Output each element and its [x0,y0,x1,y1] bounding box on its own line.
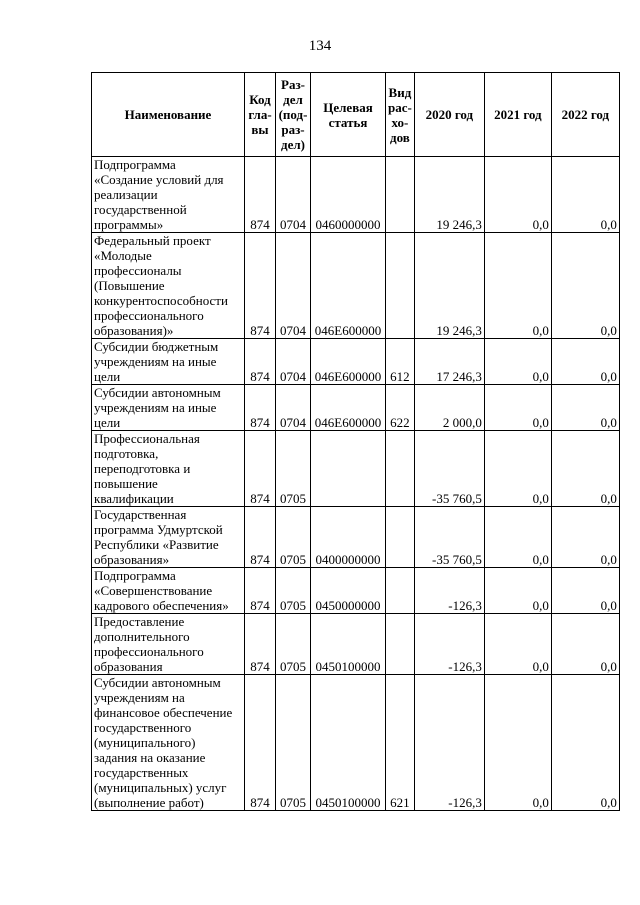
budget-table [91,72,620,811]
table-row [92,385,620,431]
table-row [92,233,620,339]
row-2020: -35 760,5 [414,431,484,507]
row-2020: -126,3 [414,675,484,811]
row-2022: 0,0 [551,675,619,811]
row-vid [386,507,415,568]
row-name-line: Субсидии бюджетным [94,339,219,354]
header-2021: 2021 год [484,73,551,157]
row-kod: 874 [245,339,276,385]
row-name-line: Федеральный проект [94,233,211,248]
row-name [92,385,245,431]
row-vid [386,233,415,339]
row-name-line: цели [94,369,121,384]
row-razdel: 0705 [276,431,311,507]
row-name-line: квалификации [94,491,174,506]
row-2022: 0,0 [551,339,619,385]
row-2021: 0,0 [484,614,551,675]
row-name-line: программа Удмуртской [94,522,223,537]
row-statya [311,431,386,507]
row-statya: 046E600000 [311,233,386,339]
row-kod: 874 [245,431,276,507]
row-name-line: государственной [94,202,187,217]
row-2022: 0,0 [551,507,619,568]
row-statya: 0450000000 [311,568,386,614]
row-2021: 0,0 [484,568,551,614]
row-vid [386,568,415,614]
table-row [92,507,620,568]
header-kod: Код гла- вы [245,73,276,157]
row-name-line: (выполнение работ) [94,795,204,810]
header-statya: Целевая статья [311,73,386,157]
row-name [92,675,245,811]
row-name-line: программы» [94,217,164,232]
row-name-line: Подпрограмма [94,568,176,583]
row-name [92,614,245,675]
row-name-line: Подпрограмма [94,157,176,172]
row-vid [386,431,415,507]
row-statya: 046E600000 [311,385,386,431]
row-name-line: конкурентоспособности [94,293,228,308]
row-kod: 874 [245,233,276,339]
row-razdel: 0704 [276,385,311,431]
row-2021: 0,0 [484,431,551,507]
row-razdel: 0705 [276,614,311,675]
row-2021: 0,0 [484,675,551,811]
row-name-line: повышение [94,476,158,491]
table-row [92,339,620,385]
row-name-line: Субсидии автономным [94,675,221,690]
row-name-line: финансовое обеспечение [94,705,233,720]
row-2022: 0,0 [551,233,619,339]
row-2021: 0,0 [484,157,551,233]
row-2020: -35 760,5 [414,507,484,568]
row-name-line: переподготовка и [94,461,191,476]
row-name [92,339,245,385]
header-row [92,73,620,157]
row-2022: 0,0 [551,385,619,431]
row-vid: 622 [386,385,415,431]
row-name-line: профессионального [94,644,204,659]
row-name-line: профессионального [94,308,204,323]
row-kod: 874 [245,568,276,614]
table-row [92,614,620,675]
row-name-line: цели [94,415,121,430]
row-statya: 0450100000 [311,614,386,675]
row-razdel: 0704 [276,233,311,339]
row-name [92,568,245,614]
row-kod: 874 [245,157,276,233]
table-row [92,675,620,811]
row-statya: 0400000000 [311,507,386,568]
row-2022: 0,0 [551,568,619,614]
row-name-line: реализации [94,187,158,202]
row-name-line: образования)» [94,323,174,338]
row-2021: 0,0 [484,385,551,431]
row-kod: 874 [245,507,276,568]
row-name [92,431,245,507]
row-name-line: (Повышение [94,278,165,293]
row-name-line: Государственная [94,507,187,522]
header-razdel: Раз- дел (под- раз- дел) [276,73,311,157]
row-2020: 19 246,3 [414,157,484,233]
header-name: Наименование [92,73,245,157]
row-2021: 0,0 [484,233,551,339]
row-name-line: «Молодые [94,248,152,263]
row-vid [386,614,415,675]
row-name [92,507,245,568]
row-razdel: 0705 [276,675,311,811]
row-name-line: «Совершенствование [94,583,213,598]
row-kod: 874 [245,385,276,431]
row-vid: 612 [386,339,415,385]
row-name [92,233,245,339]
row-2020: 17 246,3 [414,339,484,385]
row-name-line: государственного [94,720,192,735]
row-kod: 874 [245,675,276,811]
row-2022: 0,0 [551,431,619,507]
row-razdel: 0704 [276,157,311,233]
row-name-line: учреждениям на [94,690,185,705]
row-razdel: 0705 [276,568,311,614]
row-statya: 0450100000 [311,675,386,811]
row-2022: 0,0 [551,614,619,675]
row-name-line: образования» [94,552,170,567]
row-name-line: (муниципальных) услуг [94,780,227,795]
row-name-line: кадрового обеспечения» [94,598,229,613]
row-name-line: образования [94,659,163,674]
row-2020: -126,3 [414,568,484,614]
row-2020: 19 246,3 [414,233,484,339]
table-row [92,157,620,233]
row-name-line: подготовка, [94,446,159,461]
row-name-line: дополнительного [94,629,190,644]
row-statya: 046E600000 [311,339,386,385]
row-kod: 874 [245,614,276,675]
row-name-line: учреждениям на иные [94,354,217,369]
row-name [92,157,245,233]
row-name-line: Профессиональная [94,431,200,446]
row-name-line: (муниципального) [94,735,196,750]
row-2020: -126,3 [414,614,484,675]
table-row [92,568,620,614]
row-vid: 621 [386,675,415,811]
row-vid [386,157,415,233]
row-2022: 0,0 [551,157,619,233]
row-name-line: Республики «Развитие [94,537,219,552]
header-2020: 2020 год [414,73,484,157]
row-name-line: государственных [94,765,189,780]
row-2021: 0,0 [484,507,551,568]
row-name-line: учреждениям на иные [94,400,217,415]
row-statya: 0460000000 [311,157,386,233]
row-name-line: «Создание условий для [94,172,224,187]
header-2022: 2022 год [551,73,619,157]
page-number: 134 [308,38,332,54]
row-name-line: задания на оказание [94,750,206,765]
row-2020: 2 000,0 [414,385,484,431]
header-vid: Вид рас- хо- дов [386,73,415,157]
row-name-line: Субсидии автономным [94,385,221,400]
row-2021: 0,0 [484,339,551,385]
row-name-line: Предоставление [94,614,185,629]
table-row [92,431,620,507]
row-razdel: 0705 [276,507,311,568]
row-name-line: профессионалы [94,263,182,278]
row-razdel: 0704 [276,339,311,385]
